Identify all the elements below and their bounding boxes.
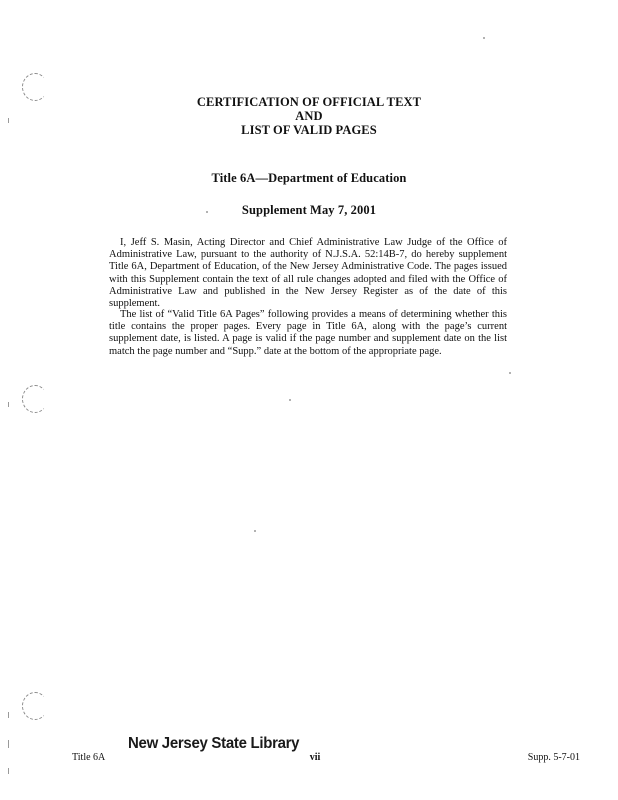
scan-speck: [254, 530, 256, 532]
page-number: vii: [309, 752, 321, 763]
scan-mark: [8, 768, 9, 774]
scan-mark: [8, 740, 9, 748]
scan-speck: [509, 372, 511, 374]
certification-heading: CERTIFICATION OF OFFICIAL TEXT: [196, 95, 422, 109]
supplement-date-heading: Supplement May 7, 2001: [241, 203, 377, 217]
library-stamp: New Jersey State Library: [128, 734, 300, 753]
heading-conjunction: AND: [295, 109, 323, 123]
footer-title: Title 6A: [72, 752, 106, 763]
valid-pages-paragraph: The list of “Valid Title 6A Pages” following provides a means of determining whether this title contains the proper pages. Every page in Title 6A, along with the page’s current supplement date, is listed. A page is valid if the page number and supplement date on the list match the page number and “Supp.” date at the bottom of the appropriate page.: [109, 309, 507, 357]
punch-hole-mark: [22, 385, 48, 413]
certification-paragraph: I, Jeff S. Masin, Acting Director and Chief Administrative Law Judge of the Office of Administrative Law, pursuant to the authority of N.J.S.A. 52:14B-7, do hereby supplement Title 6A, Department of Education, of the New Jersey Administrative Code. The pages issued with this Supplement contain the text of all rule changes adopted and filed with the Office of Administrative Law and published in the New Jersey Register as of the date of this supplement.: [109, 237, 507, 310]
scan-mark: [8, 402, 9, 407]
valid-pages-heading: LIST OF VALID PAGES: [241, 123, 377, 137]
scan-speck: [289, 399, 291, 401]
scan-mark: [8, 712, 9, 718]
footer-supplement-date: Supp. 5-7-01: [527, 752, 580, 763]
title-heading: Title 6A—Department of Education: [211, 171, 407, 185]
scan-speck: [483, 37, 485, 39]
punch-hole-mark: [22, 692, 48, 720]
